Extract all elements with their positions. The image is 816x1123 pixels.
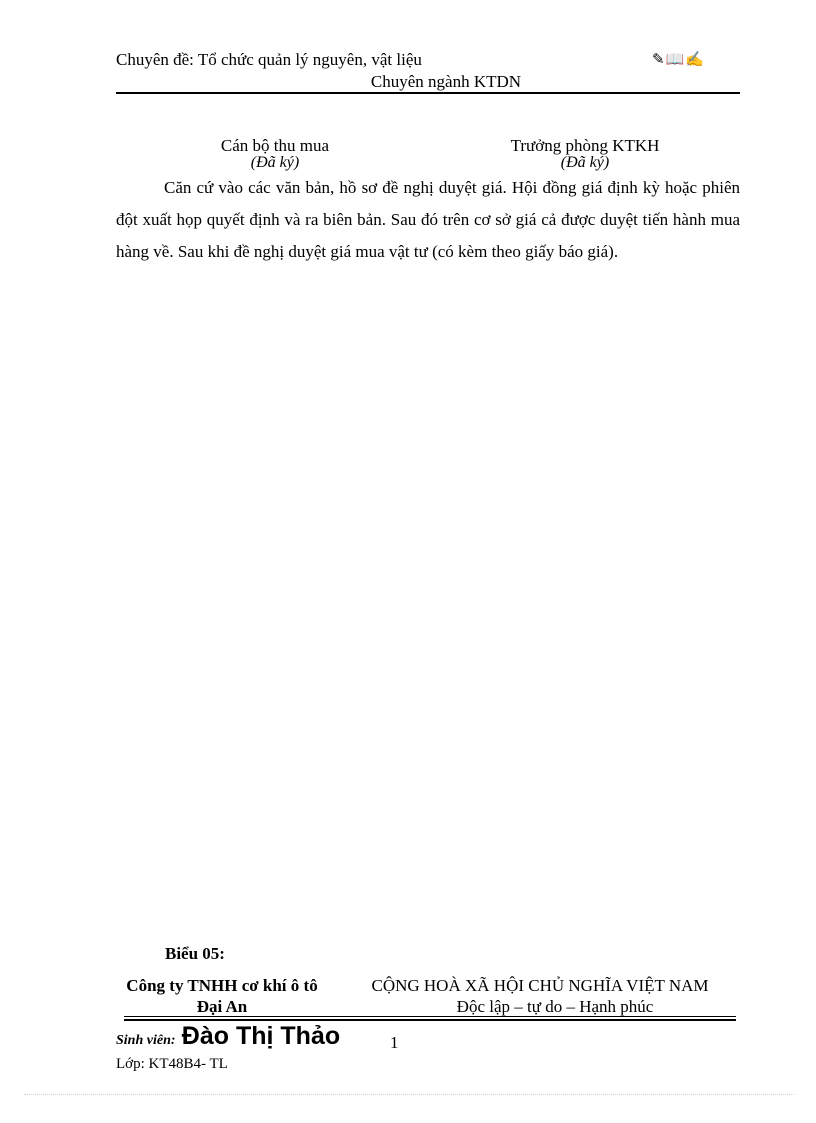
- book-ornament-icon: ✎📖✍: [652, 52, 705, 68]
- signature-note: (Đã ký): [250, 154, 300, 171]
- footer-divider-thick: [124, 1019, 736, 1021]
- company-line-1: Công ty TNHH cơ khí ô tô: [126, 976, 318, 995]
- signature-block-department-head: [455, 136, 715, 172]
- nation-title: CỘNG HOÀ XÃ HỘI CHỦ NGHĨA VIỆT NAM: [371, 976, 709, 995]
- footer-divider: [124, 1016, 736, 1017]
- body-paragraph: Căn cứ vào các văn bản, hồ sơ đề nghị duyệt giá. Hội đồng giá định kỳ hoặc phiên đột xuất họp quyết định và ra biên bản. Sau đó trên cơ sở giá cả được duyệt tiến hành mua hàng về. Sau khi đề nghị duyệt giá mua vật tư (có kèm theo giấy báo giá).: [116, 178, 740, 261]
- student-label: Sinh viên:: [116, 1033, 176, 1048]
- header-title: Chuyên đề: Tổ chức quản lý nguyên, vật liệu: [116, 50, 422, 69]
- header-subtitle: Chuyên ngành KTDN: [370, 72, 522, 91]
- signature-block-purchaser: [145, 136, 405, 172]
- header-divider: [116, 92, 740, 94]
- page-number: 1: [390, 1033, 399, 1052]
- signature-role: Trưởng phòng KTKH: [510, 136, 660, 155]
- student-line: [116, 1022, 340, 1051]
- company-line-2: Đại An: [196, 997, 248, 1016]
- national-motto-block: [340, 975, 740, 1017]
- page-bottom-dotted-rule: [24, 1094, 794, 1095]
- form-label: Biểu 05:: [165, 944, 225, 963]
- signature-note: (Đã ký): [560, 154, 610, 171]
- nation-motto: Độc lập – tự do – Hạnh phúc: [456, 997, 654, 1016]
- class-line: Lớp: KT48B4- TL: [116, 1056, 228, 1072]
- company-name: [108, 975, 336, 1017]
- student-name: Đào Thị Thảo: [181, 1022, 341, 1050]
- signature-role: Cán bộ thu mua: [220, 136, 330, 155]
